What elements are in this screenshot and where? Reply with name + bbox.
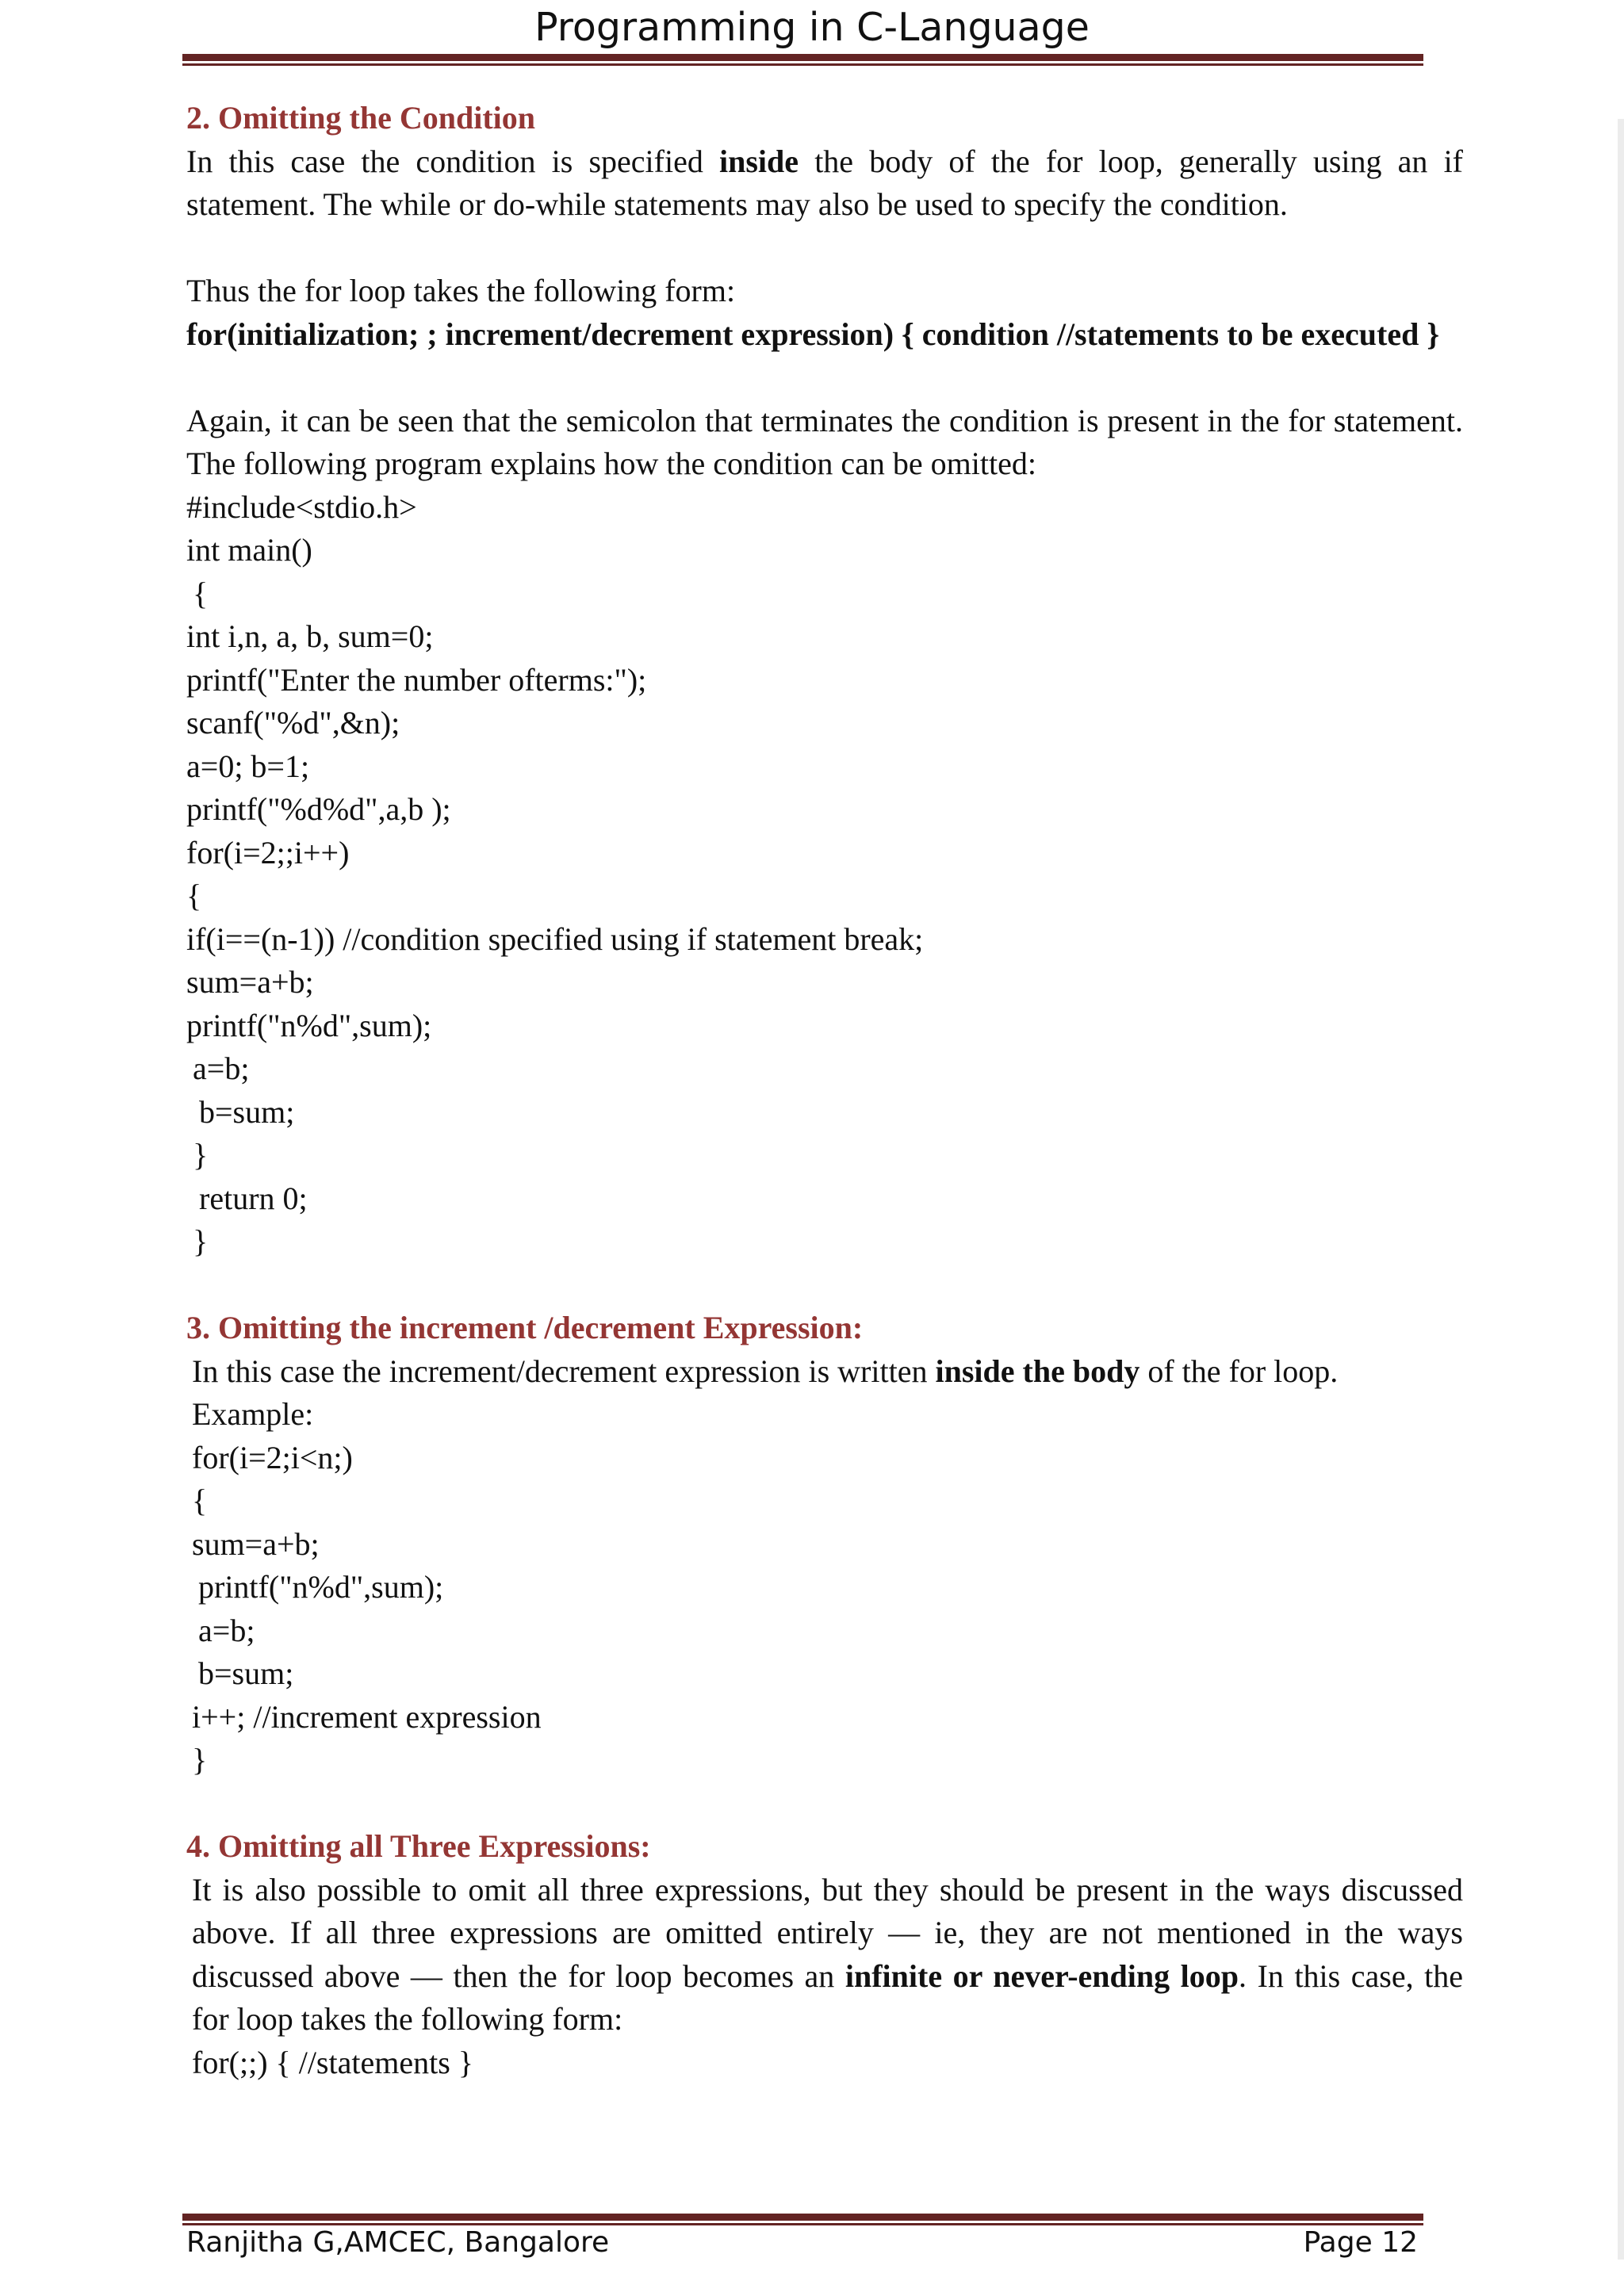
section-4-body — [186, 1869, 1463, 2085]
section-3-intro-text: In this case the increment/decrement expression is written — [192, 1353, 936, 1389]
page-header-title: Programming in C-Language — [534, 5, 1090, 50]
section-4-text-bold: infinite or never-ending loop — [845, 1957, 1239, 1994]
header-rule — [182, 54, 1423, 66]
code-line: scanf("%d",&n); — [186, 705, 400, 740]
code-line: printf("n%d",sum); — [198, 1569, 444, 1605]
code-line: b=sum; — [199, 1093, 295, 1130]
code-line: } — [193, 1223, 209, 1259]
page-content — [186, 97, 1463, 2084]
section-3-body — [186, 1350, 1463, 1782]
section-3-intro-bold: inside the body — [935, 1353, 1140, 1389]
footer-page-number: Page 12 — [1303, 2226, 1418, 2259]
section-2-intro-text-2: the body of the for loop, generally using an if statement. The while or do-while statements may also be used to specify the condition. — [186, 143, 1464, 222]
code-line: if(i==(n-1)) //condition specified using if statement break; — [186, 920, 924, 957]
code-line: #include<stdio.h> — [186, 488, 417, 525]
section-3-intro-text-2: of the for loop. — [1139, 1353, 1339, 1389]
code-line: { — [193, 575, 209, 611]
code-line: printf("%d%d",a,b ); — [186, 791, 451, 827]
code-line: b=sum; — [198, 1655, 294, 1691]
code-line: a=b; — [193, 1050, 250, 1086]
page-edge-shadow — [1618, 119, 1624, 2260]
section-3-heading: 3. Omitting the increment /decrement Expression: — [186, 1310, 864, 1345]
footer-rule — [182, 2214, 1423, 2225]
section-2-intro — [186, 140, 1463, 227]
code-line: { — [192, 1483, 208, 1518]
code-line: for(i=2;;i++) — [186, 834, 350, 871]
code-line: return 0; — [199, 1180, 308, 1216]
code-line: for(i=2;i<n;) — [192, 1439, 353, 1475]
section-3-intro — [192, 1350, 1463, 1394]
section-4-text — [192, 1869, 1463, 2042]
section-4-text-b: . In this case, the for loop takes the following form: — [192, 1957, 1464, 2037]
code-line: Example: — [192, 1396, 314, 1432]
code-line: int i,n, a, b, sum=0; — [186, 618, 434, 654]
section-2-intro-bold: inside — [719, 143, 799, 179]
section-2-code-block — [186, 486, 1463, 1264]
code-line: sum=a+b; — [186, 964, 314, 1000]
section-2-form-intro: Thus the for loop takes the following form: — [186, 273, 736, 308]
code-line: } — [192, 1742, 208, 1777]
section-2-again-text: Again, it can be seen that the semicolon that terminates the condition is present in the for statement. The following program explains how the condition can be omitted: — [186, 402, 1463, 481]
code-line: printf("n%d",sum); — [186, 1007, 432, 1043]
section-4-text-a: It is also possible to omit all three expressions, but they should be present in the ways discussed above. If all three expressions are omitted entirely — ie, they are not mentioned in the ways discussed above — then the for loop becomes an — [192, 1871, 1463, 1994]
footer-author: Ranjitha G,AMCEC, Bangalore — [186, 2226, 610, 2259]
code-line: i++; //increment expression — [192, 1698, 542, 1735]
code-line: a=b; — [198, 1612, 255, 1648]
code-line: int main() — [186, 532, 312, 568]
section-4-heading: 4. Omitting all Three Expressions: — [186, 1828, 651, 1864]
section-2-form-code: for(initialization; ; increment/decrement expression) { condition //statements to be executed } — [186, 316, 1440, 352]
section-2-intro-text: In this case the condition is specified — [186, 143, 719, 179]
code-line: a=0; b=1; — [186, 748, 310, 784]
code-line: } — [193, 1137, 209, 1173]
code-line: sum=a+b; — [192, 1525, 320, 1562]
section-2-heading: 2. Omitting the Condition — [186, 100, 536, 136]
code-line: { — [186, 878, 202, 913]
section-4-code: for(;;) { //statements } — [192, 2044, 473, 2080]
code-line: printf("Enter the number ofterms:"); — [186, 661, 647, 698]
